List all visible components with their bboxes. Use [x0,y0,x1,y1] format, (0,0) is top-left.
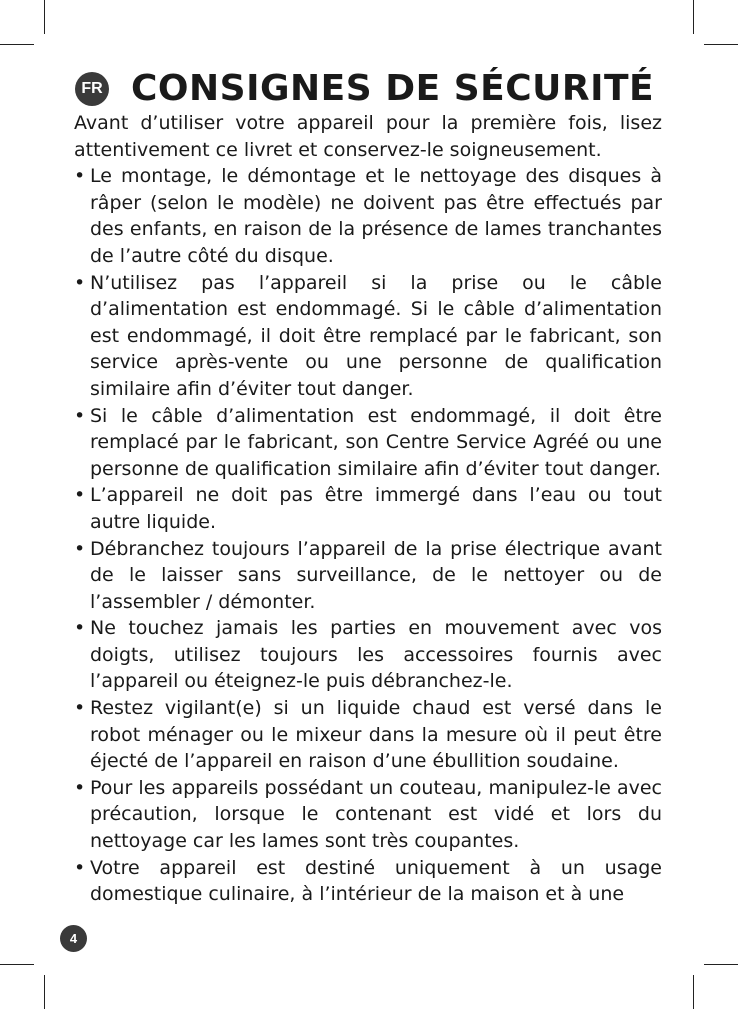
crop-mark [0,964,34,965]
bullet-icon: • [74,484,86,507]
page-title: CONSIGNES DE SÉCURITÉ [131,68,655,109]
language-badge: FR [75,72,109,106]
crop-mark [44,975,45,1009]
intro-text: Avant d’utiliser votre appareil pour la première fois, lisez attentivement ce livret et conservez-le soigneusement. [74,112,662,161]
list-item: • L’appareil ne doit pas être immergé dans l’eau ou tout autre liquide. [74,484,662,533]
section-header [75,66,654,112]
bullet-icon: • [74,165,86,188]
list-item: • N’utilisez pas l’appareil si la prise ou le câble d’alimentation est endommagé. Si le câble d’alimentation est endommagé, il doit être remplacé par le fabricant, son service après-vente ou une personne de qualification similaire afin d’éviter tout danger. [74,271,662,400]
list-item: • Le montage, le démontage et le nettoyage des disques à râper (selon le modèle) ne doivent pas être effectués par des enfants, en raison de la présence de lames tranchantes de l’autre côté du disque. [74,165,662,267]
list-item: • Ne touchez jamais les parties en mouvement avec vos doigts, utilisez toujours les accessoires fournis avec l’appareil ou éteignez-le puis débranchez-le. [74,617,662,693]
bullet-icon: • [74,856,86,879]
page-number: 4 [60,925,87,952]
crop-mark [704,44,738,45]
bullet-icon: • [74,776,86,799]
bullet-icon: • [74,617,86,640]
list-item: • Pour les appareils possédant un couteau, manipulez-le avec précaution, lorsque le contenant est vidé et lors du nettoyage car les lames sont très coupantes. [74,776,662,853]
safety-list [74,163,662,908]
bullet-icon: • [74,537,86,560]
list-item: • Débranchez toujours l’appareil de la prise électrique avant de le laisser sans surveillance, de le nettoyer ou de l’assembler / démonter. [74,537,662,613]
crop-mark [693,975,694,1009]
bullet-icon: • [74,404,86,427]
crop-mark [44,0,45,34]
crop-mark [704,964,738,965]
crop-mark [0,44,34,45]
list-item: • Si le câble d’alimentation est endommagé, il doit être remplacé par le fabricant, son Centre Service Agréé ou une personne de qualification similaire afin d’éviter tout danger. [74,404,662,480]
crop-mark [693,0,694,34]
bullet-icon: • [74,271,86,294]
bullet-icon: • [74,697,86,720]
list-item: • Restez vigilant(e) si un liquide chaud est versé dans le robot ménager ou le mixeur dans la mesure où il peut être éjecté de l’appareil en raison d’une ébullition soudaine. [74,697,662,773]
list-item: • Votre appareil est destiné uniquement à un usage domestique culinaire, à l’intérieur de la maison et à une [74,856,662,906]
safety-instructions [74,110,662,908]
